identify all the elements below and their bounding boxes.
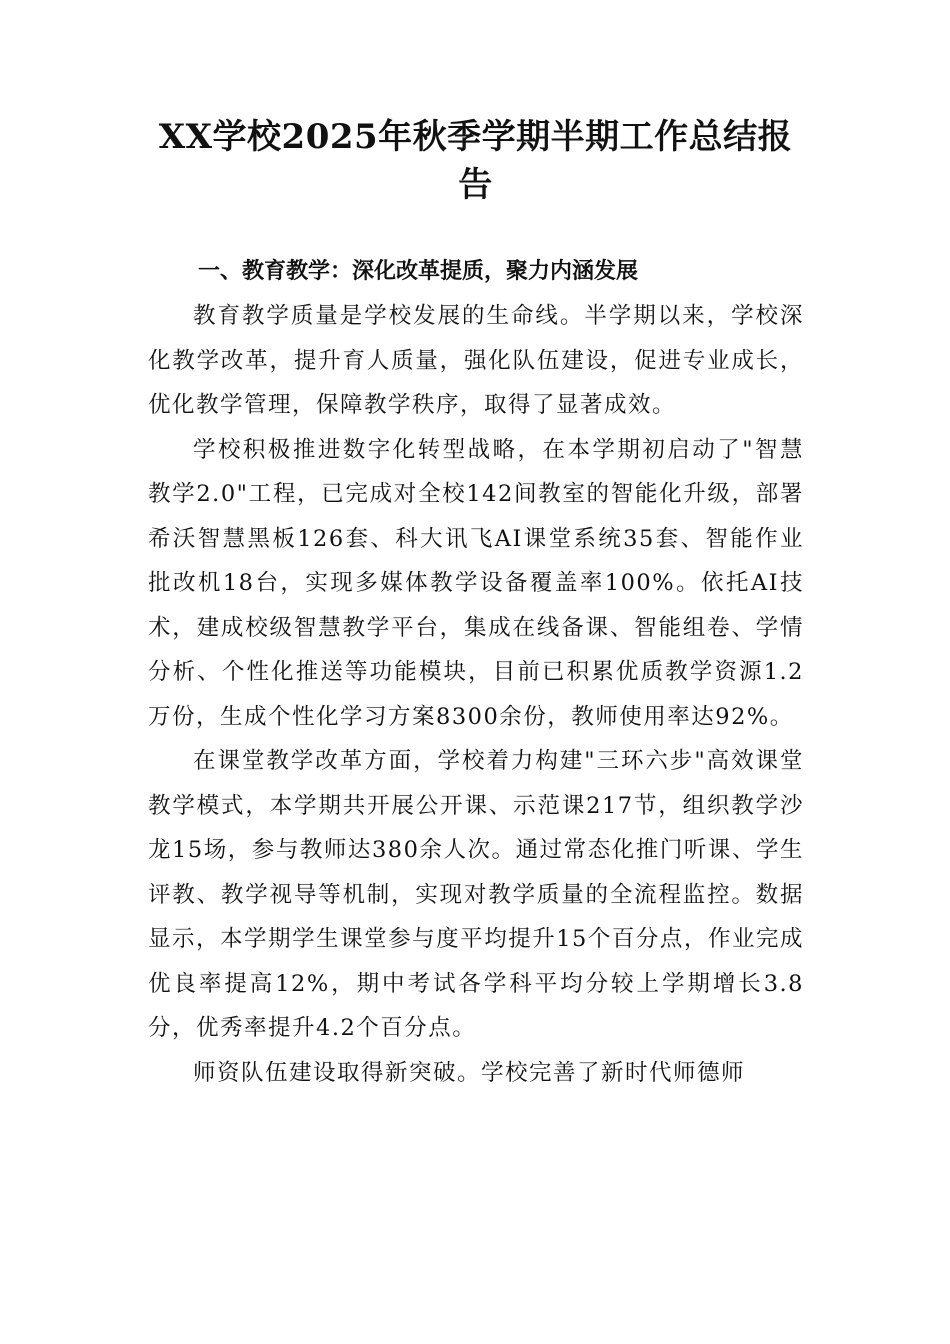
section-heading: 一、教育教学：深化改革提质，聚力内涵发展 bbox=[198, 259, 639, 284]
paragraph: 在课堂教学改革方面，学校着力构建"三环六步"高效课堂教学模式，本学期共开展公开课、示范课217节，组织教学沙龙15场，参与教师达380余人次。通过常态化推门听课、学生评教、教学视导等机制，实现对教学质量的全流程监控。数据显示，本学期学生课堂参与度平均提升15个百分点，作业完成优良率提高12%，期中考试各学科平均分较上学期增长3.8分，优秀率提升4.2个百分点。 bbox=[148, 748, 804, 1041]
document-body bbox=[148, 250, 804, 1095]
paragraph: 教育教学质量是学校发展的生命线。半学期以来，学校深化教学改革，提升育人质量，强化队伍建设，促进专业成长，优化教学管理，保障教学秩序，取得了显著成效。 bbox=[148, 303, 804, 418]
document-title: XX学校2025年秋季学期半期工作总结报告 bbox=[158, 117, 793, 205]
paragraph: 师资队伍建设取得新突破。学校完善了新时代师德师 bbox=[193, 1059, 746, 1086]
paragraph: 学校积极推进数字化转型战略，在本学期初启动了"智慧教学2.0"工程，已完成对全校142间教室的智能化升级，部署希沃智慧黑板126套、科大讯飞AI课堂系统35套、智能作业批改机18台，实现多媒体教学设备覆盖率100%。依托AI技术，建成校级智慧教学平台，集成在线备课、智能组卷、学情分析、个性化推送等功能模块，目前已积累优质教学资源1.2万份，生成个性化学习方案8300余份，教师使用率达92%。 bbox=[148, 436, 804, 730]
